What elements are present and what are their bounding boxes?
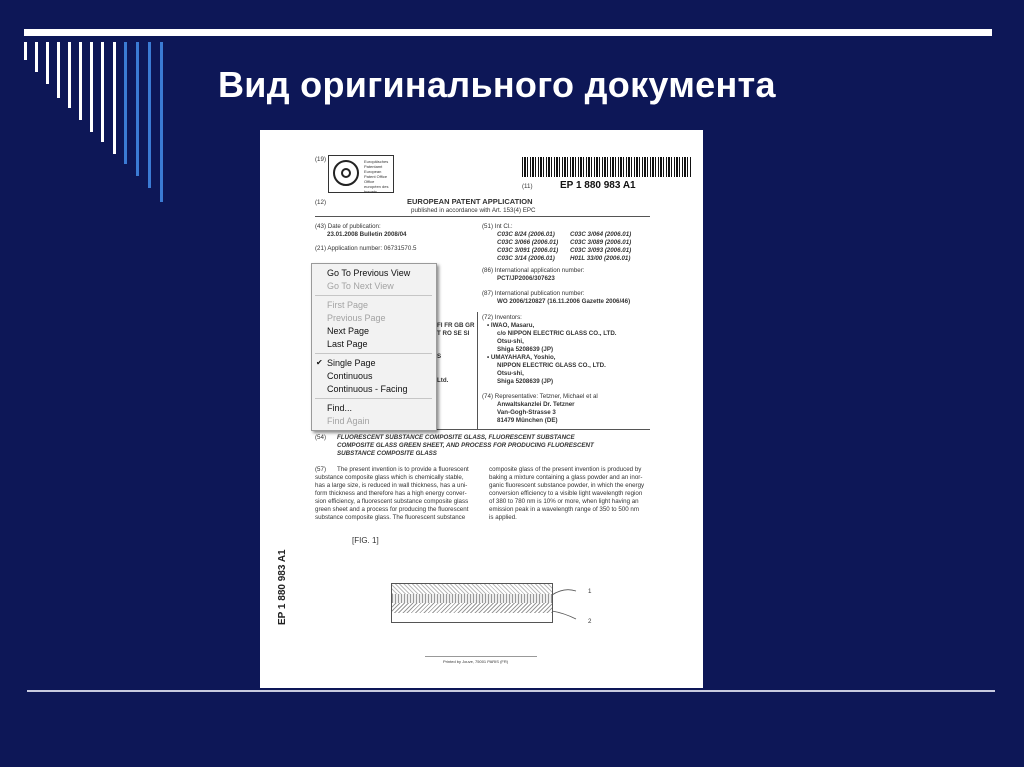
- field-54: (54): [315, 434, 327, 441]
- menu-item-find[interactable]: Find...: [327, 403, 353, 413]
- figure-layer: [392, 603, 552, 613]
- context-menu: [311, 263, 437, 431]
- ipc-left-3: C03C 3/091 (2006.01): [497, 247, 559, 254]
- inventor-line: Otsu-shi,: [497, 338, 524, 345]
- figure-layer: [392, 594, 552, 603]
- title-line: COMPOSITE GLASS GREEN SHEET, AND PROCESS FOR PRODUCING FLUORESCENT: [337, 442, 594, 449]
- stripe: [46, 42, 49, 84]
- abstract-line: form thickness and therefore has a high energy conver-: [315, 490, 467, 497]
- text-fragment: FI FR GB GR: [437, 322, 475, 329]
- menu-separator: [315, 295, 432, 296]
- ipc-right-4: H01L 33/00 (2006.01): [570, 255, 631, 262]
- stripe: [113, 42, 116, 154]
- menu-item-previous-page: Previous Page: [327, 313, 386, 323]
- ipc-left-4: C03C 3/14 (2006.01): [497, 255, 555, 262]
- abstract-line: has a large size, is reduced in wall thickness, has a uni-: [315, 482, 468, 489]
- inventor-line: Shiga 5208639 (JP): [497, 346, 554, 353]
- stripe: [148, 42, 151, 188]
- figure-label: [FIG. 1]: [352, 536, 379, 545]
- divider: [315, 216, 650, 217]
- intl-application: PCT/JP2006/307623: [497, 275, 555, 282]
- patent-document: [260, 130, 703, 688]
- field-51: (51) Int Cl.:: [482, 223, 513, 230]
- ipc-right-2: C03C 3/089 (2006.01): [570, 239, 632, 246]
- publication-date: 23.01.2008 Bulletin 2008/04: [327, 231, 407, 238]
- stripe: [79, 42, 82, 120]
- menu-item-next-page[interactable]: Next Page: [327, 326, 370, 336]
- stripe: [124, 42, 127, 164]
- stripe: [160, 42, 163, 202]
- stripe: [101, 42, 104, 142]
- stripe: [136, 42, 139, 176]
- field-12: (12): [315, 199, 327, 206]
- publication-number: EP 1 880 983 A1: [560, 180, 636, 191]
- abstract-line: ganic fluorescent substance powder, in which the energy: [489, 482, 645, 489]
- abstract-line: is applied.: [489, 514, 517, 521]
- field-72: (72) Inventors:: [482, 314, 522, 321]
- title-line: FLUORESCENT SUBSTANCE COMPOSITE GLASS, FLUORESCENT SUBSTANCE: [337, 434, 575, 441]
- epo-logo-icon: [328, 155, 394, 193]
- menu-item-single-page[interactable]: Single Page: [327, 358, 376, 368]
- field-57: (57): [315, 466, 327, 473]
- representative-line: Anwaltskanzlei Dr. Tetzner: [497, 401, 575, 408]
- intl-publication: WO 2006/120827 (16.11.2006 Gazette 2006/46): [497, 298, 631, 305]
- inventor-line: • UMAYAHARA, Yoshio,: [487, 354, 556, 361]
- menu-item-first-page: First Page: [327, 300, 369, 310]
- abstract-line: The present invention is to provide a fluorescent: [337, 466, 469, 473]
- abstract-line: green sheet and a process for producing the fluorescent: [315, 506, 469, 513]
- figure-layers-diagram: [391, 583, 553, 623]
- column-divider: [477, 312, 478, 430]
- field-21: (21) Application number: 06731570.5: [315, 245, 417, 252]
- footer-rule: [27, 690, 995, 692]
- figure-callout-1: 1: [588, 588, 592, 595]
- abstract-line: substance composite glass which is chemically stable,: [315, 474, 464, 481]
- slide-title: Вид оригинального документа: [218, 64, 776, 105]
- menu-item-last-page[interactable]: Last Page: [327, 339, 368, 349]
- ipc-right-1: C03C 3/064 (2006.01): [570, 231, 632, 238]
- checkmark-icon: ✔: [316, 358, 323, 367]
- menu-separator: [315, 398, 432, 399]
- figure-layer: [392, 584, 552, 594]
- inventor-line: Shiga 5208639 (JP): [497, 378, 554, 385]
- inventor-line: • IWAO, Masaru,: [487, 322, 535, 329]
- menu-item-continuous[interactable]: Continuous: [327, 371, 373, 381]
- menu-item-go-to-previous-view[interactable]: Go To Previous View: [327, 268, 411, 278]
- text-fragment: Ltd.: [437, 377, 449, 384]
- footer-divider: [425, 656, 537, 657]
- stripe: [68, 42, 71, 108]
- abstract-line: substance composite glass. The fluorescent substance: [315, 514, 466, 521]
- stripe: [35, 42, 38, 72]
- application-subtitle: published in accordance with Art. 153(4) EPC: [411, 207, 536, 214]
- abstract-line: emission peak in a wavelength range of 350 to 500 nm: [489, 506, 639, 513]
- field-19: (19): [315, 156, 327, 163]
- menu-separator: [315, 353, 432, 354]
- barcode-icon: [522, 157, 692, 177]
- field-74: (74) Representative: Tetzner, Michael et al: [482, 393, 598, 400]
- ipc-left-1: C03C 8/24 (2006.01): [497, 231, 555, 238]
- stripe: [24, 42, 27, 60]
- field-11: (11): [522, 183, 533, 190]
- inventor-line: NIPPON ELECTRIC GLASS CO., LTD.: [497, 362, 606, 369]
- ipc-left-2: C03C 3/066 (2006.01): [497, 239, 559, 246]
- menu-item-find-again: Find Again: [327, 416, 370, 426]
- title-rule-top: [24, 29, 992, 36]
- text-fragment: T RO SE SI: [437, 330, 470, 337]
- field-87: (87) International publication number:: [482, 290, 585, 297]
- representative-line: 81479 München (DE): [497, 417, 558, 424]
- application-type: EUROPEAN PATENT APPLICATION: [407, 197, 533, 206]
- logo-text: Europäisches Patentamt European Patent Office Office européen des brevets: [364, 159, 389, 194]
- menu-item-go-to-next-view: Go To Next View: [327, 281, 394, 291]
- figure-callout-lines: [550, 585, 590, 625]
- field-86: (86) International application number:: [482, 267, 585, 274]
- abstract-line: sion efficiency, a fluorescent substance composite glass: [315, 498, 469, 505]
- inventor-line: c/o NIPPON ELECTRIC GLASS CO., LTD.: [497, 330, 617, 337]
- figure-callout-2: 2: [588, 618, 592, 625]
- abstract-line: composite glass of the present invention is produced by: [489, 466, 642, 473]
- ipc-right-3: C03C 3/093 (2006.01): [570, 247, 632, 254]
- stripe: [90, 42, 93, 132]
- title-line: SUBSTANCE COMPOSITE GLASS: [337, 450, 437, 457]
- text-fragment: S: [437, 353, 442, 360]
- menu-item-continuous-facing[interactable]: Continuous - Facing: [327, 384, 408, 394]
- side-publication-number: EP 1 880 983 A1: [277, 549, 288, 625]
- representative-line: Van-Gogh-Strasse 3: [497, 409, 556, 416]
- field-43: (43) Date of publication:: [315, 223, 381, 230]
- epo-emblem-icon: [333, 160, 359, 186]
- printer-note: Printed by Jouve, 75001 PARIS (FR): [443, 659, 509, 664]
- abstract-line: of 380 to 780 nm is 10% or more, when light having an: [489, 498, 639, 505]
- stripe: [57, 42, 60, 98]
- abstract-line: baking a mixture containing a glass powder and an inor-: [489, 474, 643, 481]
- inventor-line: Otsu-shi,: [497, 370, 524, 377]
- abstract-line: conversion efficiency to a visible light wavelength region: [489, 490, 643, 497]
